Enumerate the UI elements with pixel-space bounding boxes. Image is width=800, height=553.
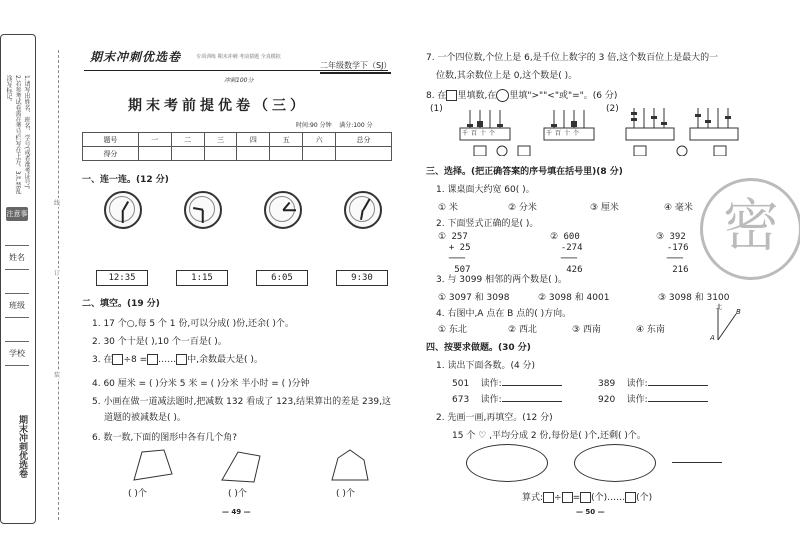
fill-question: 1. 17 个○,每 5 个 1 份,可以分成( )份,还余( )个。 (92, 319, 294, 329)
score-header: 五 (270, 133, 303, 147)
task-question: 1. 读出下面各数。(4 分) (436, 361, 536, 371)
subtitle: 冲刺100分 (224, 77, 254, 84)
fill-question: 5. 小画在做一道减法题时,把减数 132 看成了 123,结果算出的差是 239,这 (92, 397, 392, 407)
point-b-label: B (736, 308, 741, 316)
clock-face (344, 191, 382, 229)
header-rule (84, 70, 388, 71)
choice-option[interactable]: ③ 西南 (572, 325, 601, 335)
digital-time: 1:15 (176, 270, 228, 286)
score-header: 总分 (336, 133, 392, 147)
angle-answer: ( )个 (336, 489, 355, 499)
sidebar-logo: 期末冲刺优选卷 (17, 415, 27, 478)
score-header: 四 (237, 133, 270, 147)
part-label: (2) (606, 104, 619, 114)
cut-line (58, 50, 59, 520)
school-label: 学校 (5, 341, 29, 366)
notice-tag: 注意事项 (6, 207, 28, 221)
read-item: 920 读作: (598, 392, 708, 405)
blank-box[interactable] (562, 492, 573, 503)
score-header: 二 (171, 133, 204, 147)
digital-time: 12:35 (96, 270, 148, 286)
brand-tagline: 专项训练 期末冲刺 考前猜题 全真模拟 (196, 54, 281, 60)
blank-box[interactable] (580, 492, 591, 503)
exam-time: 时间:90 分钟 满分:100 分 (296, 122, 373, 129)
read-item: 673 读作: (452, 392, 562, 405)
vertical-calc[interactable]: ③ 392 -176 ─── 216 (656, 232, 689, 275)
choice-option[interactable]: ④ 毫米 (664, 203, 693, 213)
blank-box[interactable] (112, 354, 123, 365)
score-cell[interactable] (237, 147, 270, 161)
brand-logo: 期末冲刺优选卷 (90, 50, 182, 64)
answer-line[interactable] (672, 462, 722, 463)
answer-line[interactable] (648, 385, 708, 386)
class-label: 班级 (5, 293, 29, 318)
fill-question: 2. 30 个十是( ),10 个一百是( )。 (92, 337, 227, 347)
vertical-calc[interactable]: ① 257 + 25 ─── 507 (438, 232, 471, 275)
score-header: 题号 (83, 133, 139, 147)
choice-question: 4. 右图中,A 点在 B 点的( )方向。 (436, 309, 572, 319)
binding-sidebar (0, 34, 36, 524)
score-cell[interactable] (171, 147, 204, 161)
choice-question: 2. 下面竖式正确的是( )。 (436, 219, 539, 229)
section1-title: 一、连一连。(12 分) (82, 175, 169, 185)
clock-face (264, 191, 302, 229)
cut-mark: 线 (54, 200, 61, 207)
cut-mark: 订 (54, 270, 61, 277)
choice-option[interactable]: ① 东北 (438, 325, 467, 335)
fill-question: 4. 60 厘米 = ( )分米 5 米 = ( )分米 半小时 = ( )分钟 (92, 379, 310, 389)
sidebar-notice: 1.请写出姓名、班名、学号(或者准考证号)。2.若参考试卷需在考号栏写在上方。3.严禁乱涂写标记。 (5, 75, 30, 195)
abacus-place-labels: 千百十个 (462, 130, 499, 137)
fill-question: 道题的被减数是( )。 (104, 413, 186, 423)
score-cell[interactable] (138, 147, 171, 161)
shape-1 (134, 450, 172, 480)
choice-option[interactable]: ③ 厘米 (590, 203, 619, 213)
angle-shapes (128, 448, 378, 484)
fill-question: 3. 在 ÷8 = …… 中,余数最大是( )。 (92, 355, 263, 365)
answer-line[interactable] (502, 385, 562, 386)
shape-2 (222, 452, 260, 482)
digital-time: 6:05 (256, 270, 308, 286)
grade-label: 二年级数学下（SJ） (320, 60, 391, 74)
blank-box[interactable] (147, 354, 158, 365)
page-number-left: — 49 — (222, 508, 251, 516)
score-table (82, 132, 392, 161)
blank-box (446, 90, 457, 101)
blank-circle (496, 89, 509, 102)
vertical-calc[interactable]: ② 600 -274 ─── 426 (550, 232, 583, 275)
fill-question: 7. 一个四位数,个位上是 6,是千位上数字的 3 倍,这个数百位上是最大的一 (426, 53, 719, 63)
choice-option[interactable]: ② 3098 和 4001 (538, 293, 610, 303)
drawing-oval[interactable] (466, 444, 548, 482)
score-cell[interactable] (204, 147, 237, 161)
score-header: 一 (138, 133, 171, 147)
digital-time: 9:30 (336, 270, 388, 286)
answer-line[interactable] (502, 401, 562, 402)
section2-title: 二、填空。(19 分) (82, 299, 160, 309)
secret-stamp: 密 (700, 178, 800, 280)
north-label: 北 (716, 304, 723, 311)
read-item: 501 读作: (452, 376, 562, 389)
drawing-oval[interactable] (574, 444, 656, 482)
fill-question: 6. 数一数,下面的图形中各有几个角? (92, 433, 238, 443)
clock-face (184, 191, 222, 229)
score-cell[interactable] (270, 147, 303, 161)
choice-option[interactable]: ③ 3098 和 3100 (658, 293, 730, 303)
score-cell[interactable] (303, 147, 336, 161)
clock-face (104, 191, 142, 229)
blank-box[interactable] (176, 354, 187, 365)
section4-title: 四、按要求做题。(30 分) (426, 343, 531, 353)
page-title: 期末考前提优卷（三） (128, 98, 308, 114)
choice-question: 1. 课桌面大约宽 60( )。 (436, 185, 535, 195)
score-header: 三 (204, 133, 237, 147)
angle-answer: ( )个 (128, 489, 147, 499)
task-question: 15 个 ♡ ,平均分成 2 份,每份是( )个,还剩( )个。 (452, 431, 646, 441)
formula-row: 算式: ÷ = (个)…… (个) (522, 493, 653, 503)
abacus-place-labels: 千百十个 (546, 130, 583, 137)
fill-question: 8. 在 里填数,在 里填">""<"或"="。(6 分) (426, 91, 618, 101)
shape-3 (332, 450, 368, 480)
choice-option[interactable]: ① 米 (438, 203, 458, 213)
score-cell[interactable] (336, 147, 392, 161)
score-row-label: 得分 (83, 147, 139, 161)
choice-option[interactable]: ② 西北 (508, 325, 537, 335)
abacus-group-2 (624, 104, 744, 156)
read-item: 389 读作: (598, 376, 708, 389)
blank-box[interactable] (543, 492, 554, 503)
part-label: (1) (430, 104, 443, 114)
score-header: 六 (303, 133, 336, 147)
choice-option[interactable]: ① 3097 和 3098 (438, 293, 510, 303)
angle-answer: ( )个 (228, 489, 247, 499)
choice-option[interactable]: ④ 东南 (636, 325, 665, 335)
answer-line[interactable] (648, 401, 708, 402)
page-number-right: — 50 — (576, 508, 605, 516)
choice-question: 3. 与 3099 相邻的两个数是( )。 (436, 275, 567, 285)
choice-option[interactable]: ② 分米 (508, 203, 537, 213)
section3-title: 三、选择。(把正确答案的序号填在括号里)(8 分) (426, 167, 623, 177)
cut-mark: 装 (54, 372, 61, 379)
blank-box[interactable] (625, 492, 636, 503)
name-label: 姓名 (5, 245, 29, 270)
task-question: 2. 先画一画,再填空。(12 分) (436, 413, 553, 423)
fill-question: 位数,其余数位上是 0,这个数是( )。 (436, 71, 578, 81)
point-a-label: A (710, 334, 715, 342)
